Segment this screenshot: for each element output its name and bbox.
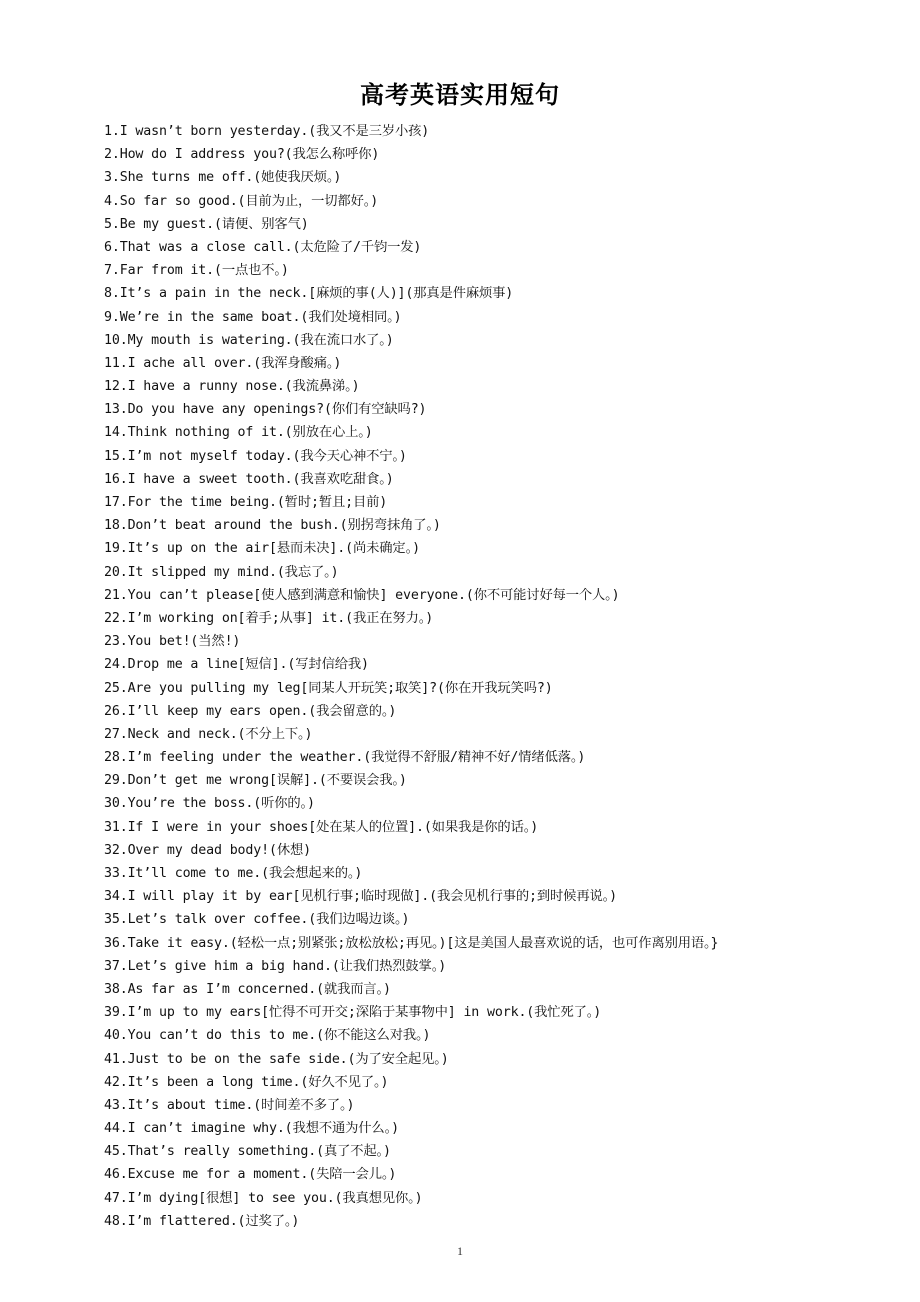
item-text: Be my guest.(请便、别客气) xyxy=(119,216,309,232)
item-number: 21. xyxy=(104,587,128,603)
item-number: 2. xyxy=(104,147,120,163)
item-text: I wasn’t born yesterday.(我又不是三岁小孩) xyxy=(119,124,430,139)
list-item xyxy=(104,839,884,862)
item-text: Let’s give him a big hand.(让我们热烈鼓掌。) xyxy=(127,958,447,974)
item-number: 20. xyxy=(104,564,128,580)
item-number: 26. xyxy=(104,703,128,719)
item-number: 31. xyxy=(104,819,128,835)
item-text: We’re in the same boat.(我们处境相同。) xyxy=(119,309,402,325)
list-item xyxy=(104,908,884,931)
item-number: 36. xyxy=(104,935,128,951)
list-item xyxy=(104,677,884,700)
item-text: Do you have any openings?(你们有空缺吗?) xyxy=(127,402,427,418)
list-item xyxy=(104,653,884,676)
item-text: I’m not myself today.(我今天心神不宁。) xyxy=(127,448,407,464)
item-number: 13. xyxy=(104,402,128,418)
item-text: It’s about time.(时间差不多了。) xyxy=(127,1097,355,1113)
list-item xyxy=(104,1140,884,1163)
list-item xyxy=(104,816,884,839)
item-number: 27. xyxy=(104,726,128,742)
list-item xyxy=(104,445,884,468)
item-number: 8. xyxy=(104,286,120,302)
list-item xyxy=(104,1024,884,1047)
item-text: Don’t beat around the bush.(别拐弯抹角了。) xyxy=(127,518,441,534)
item-text: Far from it.(一点也不。) xyxy=(119,263,289,279)
item-text: It’s up on the air[悬而未决].(尚未确定。) xyxy=(127,541,420,557)
item-number: 25. xyxy=(104,680,128,696)
item-text: You can’t do this to me.(你不能这么对我。) xyxy=(127,1028,431,1044)
item-number: 17. xyxy=(104,495,128,510)
item-number: 9. xyxy=(104,309,120,325)
item-text: I’m up to my ears[忙得不可开交;深陷于某事物中] in work.(我忙死了。) xyxy=(127,1005,602,1021)
list-item xyxy=(104,282,884,305)
item-text: Let’s talk over coffee.(我们边喝边谈。) xyxy=(127,912,410,928)
item-number: 48. xyxy=(104,1213,128,1229)
list-item xyxy=(104,468,884,491)
item-text: Excuse me for a moment.(失陪一会儿。) xyxy=(127,1167,397,1183)
item-number: 3. xyxy=(104,170,120,186)
list-item xyxy=(104,537,884,560)
item-text: That’s really something.(真了不起。) xyxy=(127,1144,391,1160)
item-text: I have a sweet tooth.(我喜欢吃甜食。) xyxy=(127,471,394,487)
item-text: If I were in your shoes[处在某人的位置].(如果我是你的话。) xyxy=(127,819,539,835)
item-text: My mouth is watering.(我在流口水了。) xyxy=(127,332,394,348)
item-number: 10. xyxy=(104,332,128,348)
list-item xyxy=(104,769,884,792)
item-text: I can’t imagine why.(我想不通为什么。) xyxy=(127,1121,399,1137)
list-item xyxy=(104,630,884,653)
item-text: Just to be on the safe side.(为了安全起见。) xyxy=(127,1051,449,1067)
list-item xyxy=(104,491,884,514)
item-number: 35. xyxy=(104,912,128,928)
item-text: For the time being.(暂时;暂且;目前) xyxy=(127,495,388,510)
item-number: 46. xyxy=(104,1167,128,1183)
list-item xyxy=(104,190,884,213)
list-item xyxy=(104,1117,884,1140)
list-item xyxy=(104,978,884,1001)
item-text: Over my dead body!(休想) xyxy=(127,842,311,858)
item-number: 11. xyxy=(104,355,128,371)
item-number: 38. xyxy=(104,981,128,997)
item-number: 24. xyxy=(104,657,128,673)
item-text: She turns me off.(她使我厌烦。) xyxy=(119,170,342,186)
list-item xyxy=(104,1094,884,1117)
item-text: I have a runny nose.(我流鼻涕。) xyxy=(127,379,360,395)
item-number: 42. xyxy=(104,1074,128,1090)
list-item xyxy=(104,236,884,259)
item-text: I’m dying[很想] to see you.(我真想见你。) xyxy=(127,1190,423,1206)
item-number: 29. xyxy=(104,773,128,789)
list-item xyxy=(104,1187,884,1210)
item-number: 16. xyxy=(104,471,128,487)
item-text: Don’t get me wrong[误解].(不要误会我。) xyxy=(127,773,407,789)
item-text: As far as I’m concerned.(就我而言。) xyxy=(127,981,391,997)
item-text: Are you pulling my leg[同某人开玩笑;取笑]?(你在开我玩笑吗?) xyxy=(127,680,553,696)
item-number: 47. xyxy=(104,1190,128,1206)
item-number: 4. xyxy=(104,193,120,209)
item-number: 43. xyxy=(104,1097,128,1113)
list-item xyxy=(104,398,884,421)
list-item xyxy=(104,143,884,166)
list-item xyxy=(104,421,884,444)
list-item xyxy=(104,746,884,769)
list-item xyxy=(104,955,884,978)
item-text: I ache all over.(我浑身酸痛。) xyxy=(127,355,342,371)
item-number: 39. xyxy=(104,1005,128,1021)
list-item xyxy=(104,514,884,537)
item-number: 33. xyxy=(104,866,128,881)
item-number: 12. xyxy=(104,379,128,395)
item-text: It’s a pain in the neck.[麻烦的事(人)](那真是件麻烦事) xyxy=(119,286,514,302)
item-text: I’m working on[着手;从事] it.(我正在努力。) xyxy=(127,610,434,626)
item-number: 45. xyxy=(104,1144,128,1160)
list-item xyxy=(104,120,884,143)
item-number: 30. xyxy=(104,796,128,812)
list-item xyxy=(104,306,884,329)
item-number: 5. xyxy=(104,216,120,232)
item-text: I will play it by ear[见机行事;临时现做].(我会见机行事的;到时候再说。) xyxy=(127,889,617,905)
item-number: 37. xyxy=(104,958,128,974)
list-item xyxy=(104,1048,884,1071)
item-number: 6. xyxy=(104,239,120,255)
item-text: So far so good.(目前为止，一切都好。) xyxy=(119,193,379,209)
item-number: 15. xyxy=(104,448,128,464)
item-number: 41. xyxy=(104,1051,128,1067)
list-item xyxy=(104,607,884,630)
item-text: Neck and neck.(不分上下。) xyxy=(127,726,313,742)
item-text: It slipped my mind.(我忘了。) xyxy=(127,564,339,580)
list-item xyxy=(104,213,884,236)
item-number: 32. xyxy=(104,842,128,858)
list-item xyxy=(104,259,884,282)
list-item xyxy=(104,352,884,375)
list-item xyxy=(104,561,884,584)
item-text: Think nothing of it.(别放在心上。) xyxy=(127,425,373,441)
item-text: I’m flattered.(过奖了。) xyxy=(127,1213,300,1229)
item-number: 18. xyxy=(104,518,128,534)
item-text: You’re the boss.(听你的。) xyxy=(127,796,315,812)
list-item xyxy=(104,1163,884,1186)
list-item xyxy=(104,862,884,885)
item-text: Take it easy.(轻松一点;别紧张;放松放松;再见。)[这是美国人最喜欢说的话，也可作离别用语。} xyxy=(127,935,719,951)
list-item xyxy=(104,932,884,955)
item-text: I’m feeling under the weather.(我觉得不舒服/精神不好/情绪低落。) xyxy=(127,750,586,766)
phrase-list xyxy=(104,120,884,1233)
item-number: 23. xyxy=(104,634,128,650)
list-item xyxy=(104,375,884,398)
list-item xyxy=(104,1071,884,1094)
item-number: 7. xyxy=(104,263,120,279)
list-item xyxy=(104,166,884,189)
item-text: You can’t please[使人感到满意和愉快] everyone.(你不可能讨好每一个人。) xyxy=(127,587,620,603)
item-number: 19. xyxy=(104,541,128,557)
list-item xyxy=(104,1001,884,1024)
item-number: 22. xyxy=(104,610,128,626)
item-number: 40. xyxy=(104,1028,128,1044)
page-number: 1 xyxy=(457,1244,463,1258)
page-title: 高考英语实用短句 xyxy=(360,81,560,109)
item-number: 34. xyxy=(104,889,128,905)
list-item xyxy=(104,885,884,908)
item-number: 44. xyxy=(104,1121,128,1137)
list-item xyxy=(104,329,884,352)
list-item xyxy=(104,1210,884,1233)
item-number: 1. xyxy=(104,124,120,139)
list-item xyxy=(104,700,884,723)
item-text: It’ll come to me.(我会想起来的。) xyxy=(127,866,363,881)
list-item xyxy=(104,723,884,746)
item-text: It’s been a long time.(好久不见了。) xyxy=(127,1074,389,1090)
list-item xyxy=(104,584,884,607)
list-item xyxy=(104,792,884,815)
item-text: How do I address you?(我怎么称呼你) xyxy=(119,147,380,163)
item-text: You bet!(当然!) xyxy=(127,634,241,650)
item-number: 28. xyxy=(104,750,128,766)
item-text: That was a close call.(太危险了/千钧一发) xyxy=(119,239,422,255)
item-text: Drop me a line[短信].(写封信给我) xyxy=(127,657,369,673)
item-text: I’ll keep my ears open.(我会留意的。) xyxy=(127,703,397,719)
item-number: 14. xyxy=(104,425,128,441)
